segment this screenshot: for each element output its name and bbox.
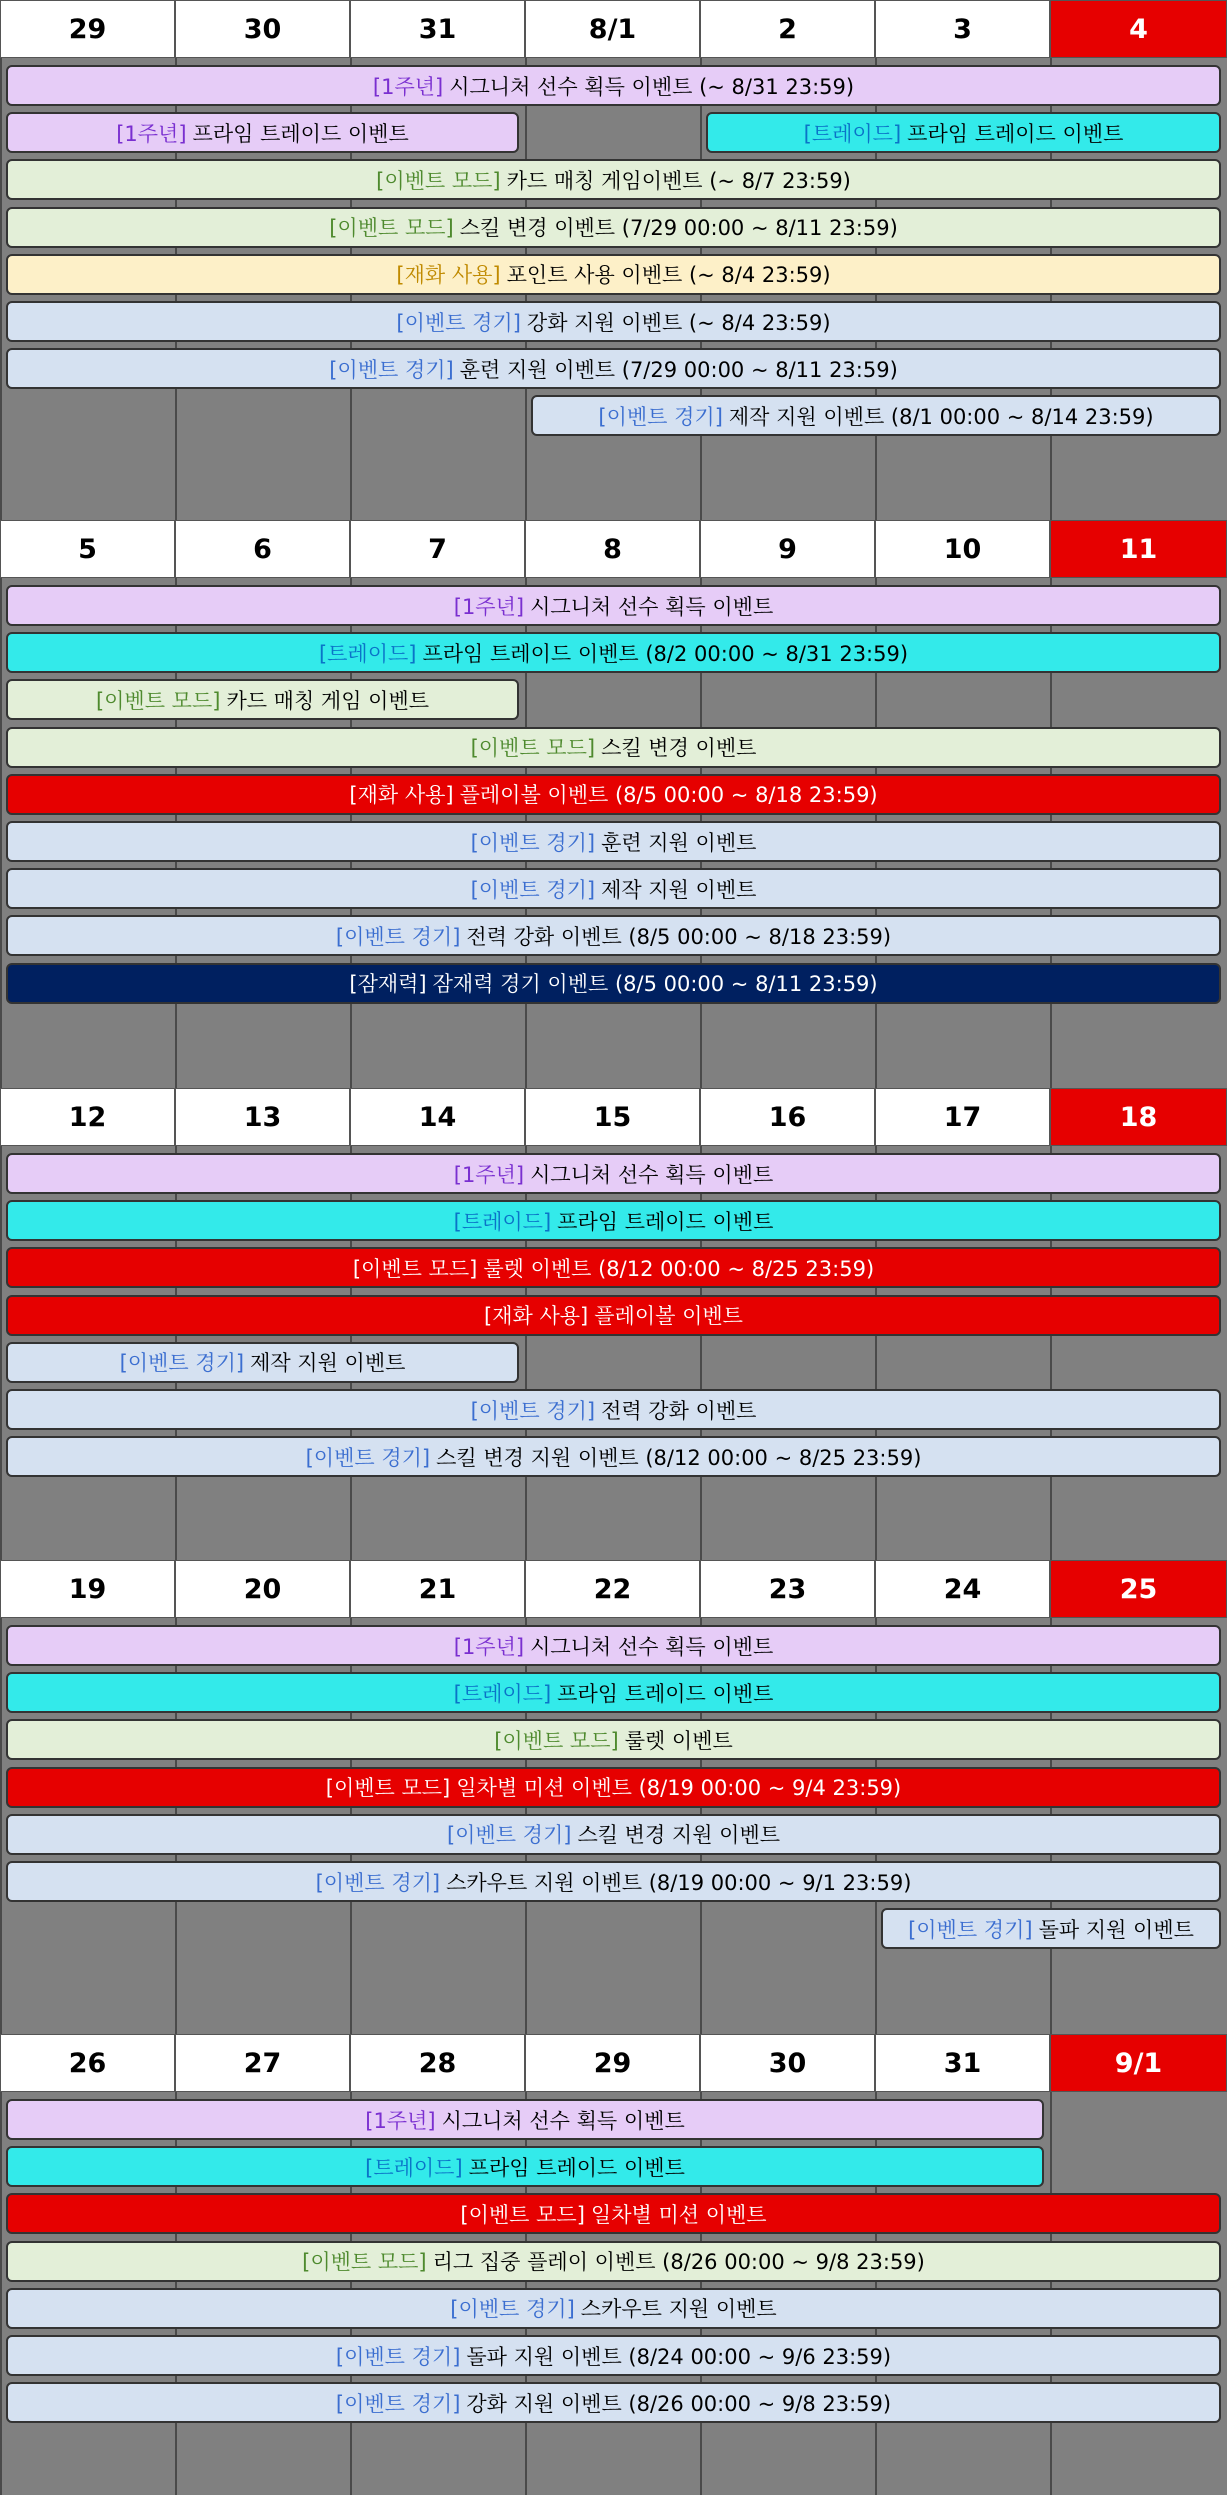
event-title: 프라임 트레이드 이벤트 [907, 121, 1124, 146]
event-title: 룰렛 이벤트 [624, 1728, 733, 1753]
event-bar[interactable] [6, 585, 1221, 626]
event-bar[interactable] [6, 65, 1221, 106]
event-bar[interactable] [6, 963, 1221, 1004]
event-bar[interactable] [6, 2335, 1221, 2376]
event-category-tag: [이벤트 경기] [446, 1823, 572, 1848]
event-bar[interactable] [6, 1153, 1221, 1194]
event-category-tag: [이벤트 경기] [908, 1917, 1033, 1942]
event-category-tag: [이벤트 모드] [325, 1776, 451, 1801]
event-bar[interactable] [6, 348, 1221, 389]
event-bar[interactable] [6, 679, 519, 720]
event-title: 잠재력 경기 이벤트 (8/5 00:00 ~ 8/11 23:59) [432, 972, 878, 997]
event-category-tag: [이벤트 경기] [305, 1445, 431, 1470]
event-title: 스킬 변경 지원 이벤트 [577, 1823, 781, 1848]
event-category-tag: [이벤트 경기] [470, 1398, 596, 1423]
event-bar[interactable] [6, 1389, 1221, 1430]
event-category-tag: [이벤트 경기] [470, 877, 596, 902]
event-bar[interactable] [6, 254, 1221, 295]
event-title: 일차별 미션 이벤트 (8/19 00:00 ~ 9/4 23:59) [456, 1776, 902, 1801]
event-bar[interactable] [6, 2099, 1044, 2140]
date-cell[interactable]: 13 [175, 1088, 350, 1146]
event-category-tag: [트레이드] [453, 1681, 552, 1706]
event-title: 강화 지원 이벤트 (~ 8/4 23:59) [526, 310, 831, 335]
event-title: 프라임 트레이드 이벤트 [468, 2155, 685, 2180]
event-category-tag: [이벤트 경기] [335, 2344, 461, 2369]
event-title: 돌파 지원 이벤트 [1038, 1917, 1194, 1942]
event-category-tag: [이벤트 경기] [335, 2391, 461, 2416]
event-category-tag: [1주년] [116, 121, 187, 146]
date-cell[interactable]: 7 [350, 520, 525, 578]
event-bar[interactable] [6, 1719, 1221, 1760]
event-bar[interactable] [6, 727, 1221, 768]
event-bar[interactable] [6, 112, 519, 153]
event-title: 시그니처 선수 획득 이벤트 [441, 2108, 685, 2133]
event-category-tag: [이벤트 경기] [470, 830, 596, 855]
event-bar[interactable] [6, 1342, 519, 1383]
event-title: 프라임 트레이드 이벤트 [557, 1209, 774, 1234]
event-category-tag: [이벤트 모드] [460, 2202, 585, 2227]
event-category-tag: [이벤트 모드] [95, 688, 221, 713]
event-bar[interactable] [706, 112, 1221, 153]
event-bar[interactable] [6, 632, 1221, 673]
event-title: 리그 집중 플레이 이벤트 (8/26 00:00 ~ 9/8 23:59) [432, 2250, 925, 2275]
event-category-tag: [이벤트 모드] [494, 1728, 619, 1753]
date-cell[interactable]: 5 [0, 520, 175, 578]
event-bar[interactable] [6, 2146, 1044, 2187]
event-title: 시그니처 선수 획득 이벤트 (~ 8/31 23:59) [449, 74, 855, 99]
date-cell[interactable]: 14 [350, 1088, 525, 1146]
date-cell[interactable]: 30 [700, 2034, 875, 2092]
date-cell[interactable]: 24 [875, 1560, 1050, 1618]
date-cell[interactable]: 28 [350, 2034, 525, 2092]
event-title: 스킬 변경 지원 이벤트 (8/12 00:00 ~ 8/25 23:59) [436, 1445, 922, 1470]
event-category-tag: [1주년] [372, 74, 444, 99]
event-category-tag: [이벤트 모드] [352, 1256, 478, 1281]
event-bar[interactable] [6, 821, 1221, 862]
event-category-tag: [1주년] [453, 594, 525, 619]
event-title: 제작 지원 이벤트 [601, 877, 757, 902]
event-bar[interactable] [6, 159, 1221, 200]
date-cell-sunday[interactable]: 9/1 [1050, 2034, 1227, 2092]
date-cell[interactable]: 16 [700, 1088, 875, 1146]
week-row [0, 2034, 1227, 2495]
event-title: 제작 지원 이벤트 [250, 1351, 406, 1376]
event-category-tag: [트레이드] [365, 2155, 463, 2180]
date-cell-sunday[interactable]: 4 [1050, 0, 1227, 58]
event-category-tag: [이벤트 경기] [315, 1870, 441, 1895]
week-row [0, 0, 1227, 520]
event-title: 전력 강화 이벤트 [601, 1398, 757, 1423]
event-title: 플레이볼 이벤트 [594, 1304, 743, 1329]
event-bar[interactable] [6, 2241, 1221, 2282]
event-category-tag: [이벤트 모드] [470, 736, 596, 761]
event-title: 훈련 지원 이벤트 (7/29 00:00 ~ 8/11 23:59) [459, 357, 898, 382]
date-cell[interactable]: 21 [350, 1560, 525, 1618]
event-title: 전력 강화 이벤트 (8/5 00:00 ~ 8/18 23:59) [466, 924, 892, 949]
date-cell[interactable]: 12 [0, 1088, 175, 1146]
event-category-tag: [이벤트 경기] [450, 2297, 575, 2322]
event-title: 시그니처 선수 획득 이벤트 [530, 1162, 774, 1187]
date-cell-sunday[interactable]: 25 [1050, 1560, 1227, 1618]
event-category-tag: [이벤트 모드] [376, 168, 501, 193]
event-category-tag: [이벤트 모드] [302, 2250, 427, 2275]
date-cell[interactable]: 10 [875, 520, 1050, 578]
event-title: 플레이볼 이벤트 (8/5 00:00 ~ 8/18 23:59) [459, 783, 878, 808]
event-title: 카드 매칭 게임 이벤트 [226, 688, 430, 713]
event-category-tag: [1주년] [453, 1162, 525, 1187]
week-row [0, 1088, 1227, 1560]
event-bar[interactable] [6, 2288, 1221, 2329]
event-title: 프라임 트레이드 이벤트 [192, 121, 409, 146]
date-cell[interactable]: 8/1 [525, 0, 700, 58]
date-cell[interactable]: 2 [700, 0, 875, 58]
event-category-tag: [재화 사용] [396, 263, 501, 288]
date-cell[interactable]: 23 [700, 1560, 875, 1618]
event-category-tag: [트레이드] [803, 121, 902, 146]
event-bar[interactable] [531, 395, 1221, 436]
event-category-tag: [이벤트 경기] [335, 924, 461, 949]
event-bar[interactable] [881, 1908, 1221, 1949]
event-title: 포인트 사용 이벤트 (~ 8/4 23:59) [506, 263, 831, 288]
event-title: 시그니처 선수 획득 이벤트 [530, 1634, 774, 1659]
date-cell[interactable]: 17 [875, 1088, 1050, 1146]
event-category-tag: [잠재력] [349, 972, 427, 997]
event-category-tag: [이벤트 경기] [119, 1351, 245, 1376]
date-cell[interactable]: 20 [175, 1560, 350, 1618]
date-cell[interactable]: 8 [525, 520, 700, 578]
date-cell[interactable]: 31 [350, 0, 525, 58]
date-cell[interactable]: 26 [0, 2034, 175, 2092]
event-category-tag: [재화 사용] [349, 783, 454, 808]
week-row [0, 520, 1227, 1088]
event-category-tag: [트레이드] [318, 641, 417, 666]
event-title: 룰렛 이벤트 (8/12 00:00 ~ 8/25 23:59) [483, 1256, 875, 1281]
event-title: 제작 지원 이벤트 (8/1 00:00 ~ 8/14 23:59) [728, 404, 1154, 429]
event-category-tag: [1주년] [365, 2108, 436, 2133]
event-bar[interactable] [6, 1672, 1221, 1713]
event-bar[interactable] [6, 207, 1221, 248]
event-title: 스킬 변경 이벤트 (7/29 00:00 ~ 8/11 23:59) [459, 216, 898, 241]
event-bar[interactable] [6, 1295, 1221, 1336]
event-bar[interactable] [6, 868, 1221, 909]
event-category-tag: [이벤트 모드] [329, 216, 454, 241]
event-category-tag: [트레이드] [453, 1209, 552, 1234]
event-title: 프라임 트레이드 이벤트 (8/2 00:00 ~ 8/31 23:59) [422, 641, 909, 666]
event-title: 훈련 지원 이벤트 [601, 830, 757, 855]
event-title: 스카우트 지원 이벤트 [580, 2297, 777, 2322]
week-row [0, 1560, 1227, 2034]
date-cell[interactable]: 15 [525, 1088, 700, 1146]
event-bar[interactable] [6, 1625, 1221, 1666]
date-cell-sunday[interactable]: 11 [1050, 520, 1227, 578]
date-cell[interactable]: 6 [175, 520, 350, 578]
event-title: 강화 지원 이벤트 (8/26 00:00 ~ 9/8 23:59) [466, 2391, 892, 2416]
event-title: 시그니처 선수 획득 이벤트 [530, 594, 774, 619]
date-cell[interactable]: 30 [175, 0, 350, 58]
date-cell[interactable]: 27 [175, 2034, 350, 2092]
event-category-tag: [재화 사용] [484, 1304, 589, 1329]
event-title: 스카우트 지원 이벤트 (8/19 00:00 ~ 9/1 23:59) [446, 1870, 912, 1895]
date-cell[interactable]: 19 [0, 1560, 175, 1618]
event-title: 돌파 지원 이벤트 (8/24 00:00 ~ 9/6 23:59) [466, 2344, 892, 2369]
date-cell[interactable]: 29 [0, 0, 175, 58]
date-cell[interactable]: 29 [525, 2034, 700, 2092]
event-bar[interactable] [6, 301, 1221, 342]
date-cell[interactable]: 9 [700, 520, 875, 578]
date-cell[interactable]: 31 [875, 2034, 1050, 2092]
date-cell-sunday[interactable]: 18 [1050, 1088, 1227, 1146]
event-title: 일차별 미션 이벤트 [590, 2202, 767, 2227]
event-title: 프라임 트레이드 이벤트 [557, 1681, 774, 1706]
event-category-tag: [1주년] [453, 1634, 525, 1659]
event-bar[interactable] [6, 915, 1221, 956]
event-bar[interactable] [6, 2382, 1221, 2423]
event-category-tag: [이벤트 경기] [329, 357, 454, 382]
event-bar[interactable] [6, 774, 1221, 815]
event-bar[interactable] [6, 1436, 1221, 1477]
event-bar[interactable] [6, 1814, 1221, 1855]
event-bar[interactable] [6, 1247, 1221, 1288]
event-category-tag: [이벤트 경기] [598, 404, 723, 429]
event-title: 스킬 변경 이벤트 [601, 736, 757, 761]
event-bar[interactable] [6, 1767, 1221, 1808]
event-title: 카드 매칭 게임이벤트 (~ 8/7 23:59) [506, 168, 851, 193]
date-cell[interactable]: 22 [525, 1560, 700, 1618]
date-cell[interactable]: 3 [875, 0, 1050, 58]
event-category-tag: [이벤트 경기] [396, 310, 521, 335]
event-bar[interactable] [6, 2193, 1221, 2234]
event-bar[interactable] [6, 1861, 1221, 1902]
event-bar[interactable] [6, 1200, 1221, 1241]
